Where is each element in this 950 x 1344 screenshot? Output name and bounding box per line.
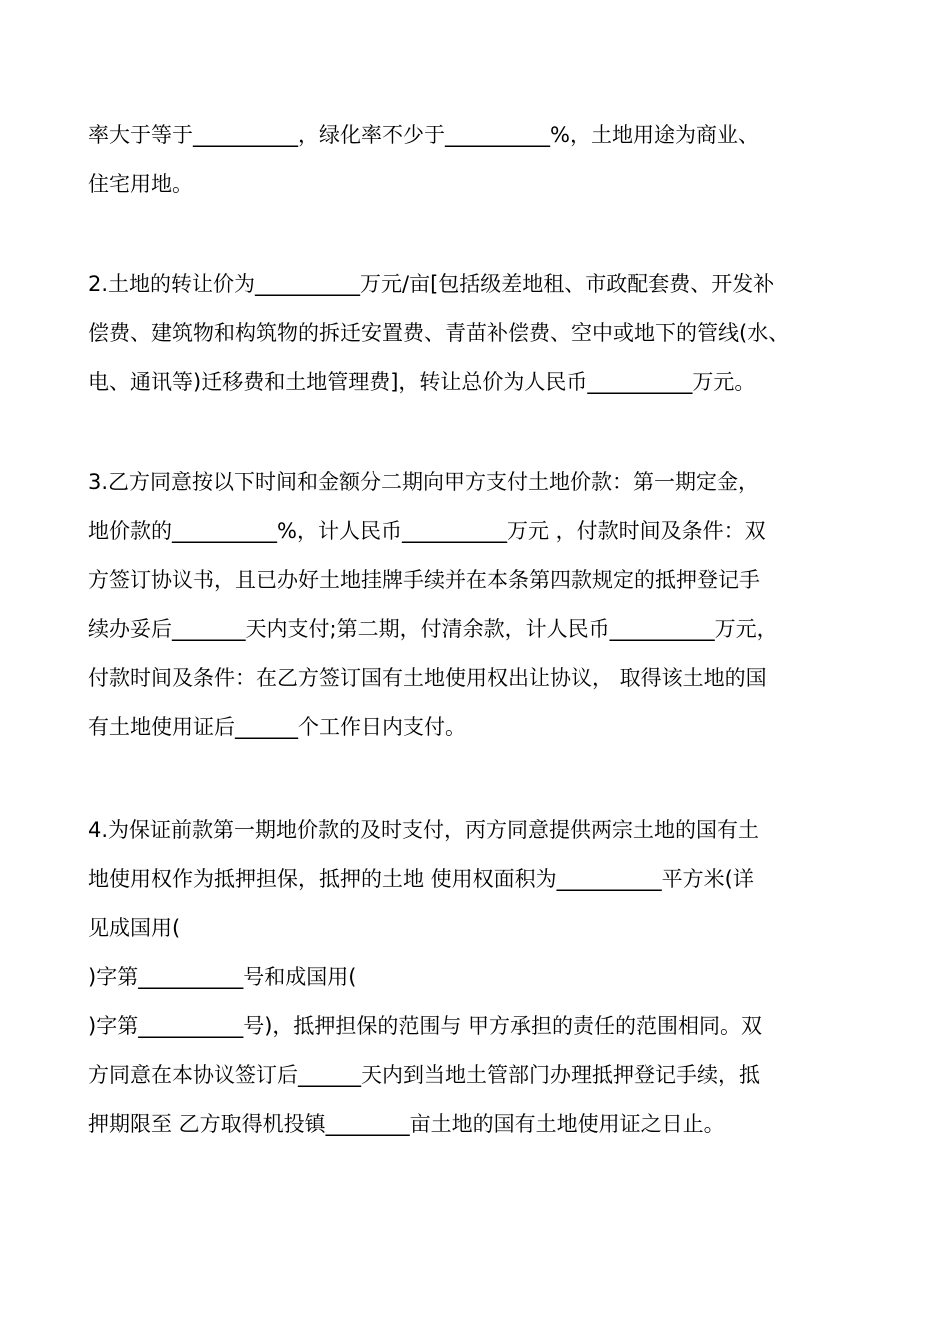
paragraph-4-mortgage-guarantee <box>88 806 888 1149</box>
text-line: 4.为保证前款第一期地价款的及时支付，丙方同意提供两宗土地的国有土 <box>88 818 760 842</box>
text-line: )字第__________号)，抵押担保的范围与 甲方承担的责任的范围相同。双 <box>88 1014 763 1038</box>
text-line: 住宅用地。 <box>88 172 193 196</box>
text-line: 2.土地的转让价为__________万元/亩[包括级差地租、市政配套费、开发补 <box>88 272 775 296</box>
text-line: 3.乙方同意按以下时间和金额分二期向甲方支付土地价款：第一期定金， <box>88 470 760 494</box>
text-line: 方签订协议书，且已办好土地挂牌手续并在本条第四款规定的抵押登记手 <box>88 568 760 592</box>
text-line: 押期限至 乙方取得机投镇________亩土地的国有土地使用证之日止。 <box>88 1112 725 1136</box>
text-line: 偿费、建筑物和构筑物的拆迁安置费、青苗补偿费、空中或地下的管线(水、 <box>88 321 790 345</box>
paragraph-1-continued <box>88 111 888 209</box>
text-line: 付款时间及条件：在乙方签订国有土地使用权出让协议， 取得该土地的国 <box>88 666 767 690</box>
text-line: 电、通讯等)迁移费和土地管理费]，转让总价为人民币__________万元。 <box>88 370 756 394</box>
text-line: )字第__________号和成国用( <box>88 965 357 989</box>
text-line: 方同意在本协议签订后______天内到当地土管部门办理抵押登记手续，抵 <box>88 1063 760 1087</box>
text-line: 见成国用( <box>88 916 181 940</box>
text-line: 续办妥后_______天内支付;第二期，付清余款，计人民币__________万元， <box>88 617 778 641</box>
text-line: 地使用权作为抵押担保，抵押的土地 使用权面积为__________平方米(详 <box>88 867 754 891</box>
paragraph-2-transfer-price <box>88 260 888 407</box>
text-line: 率大于等于__________，绿化率不少于__________%，土地用途为商业、 <box>88 123 759 147</box>
text-line: 地价款的__________%，计人民币__________万元 ，付款时间及条件：双 <box>88 519 766 543</box>
paragraph-3-payment-terms <box>88 458 888 752</box>
text-line: 有土地使用证后______个工作日内支付。 <box>88 715 466 739</box>
